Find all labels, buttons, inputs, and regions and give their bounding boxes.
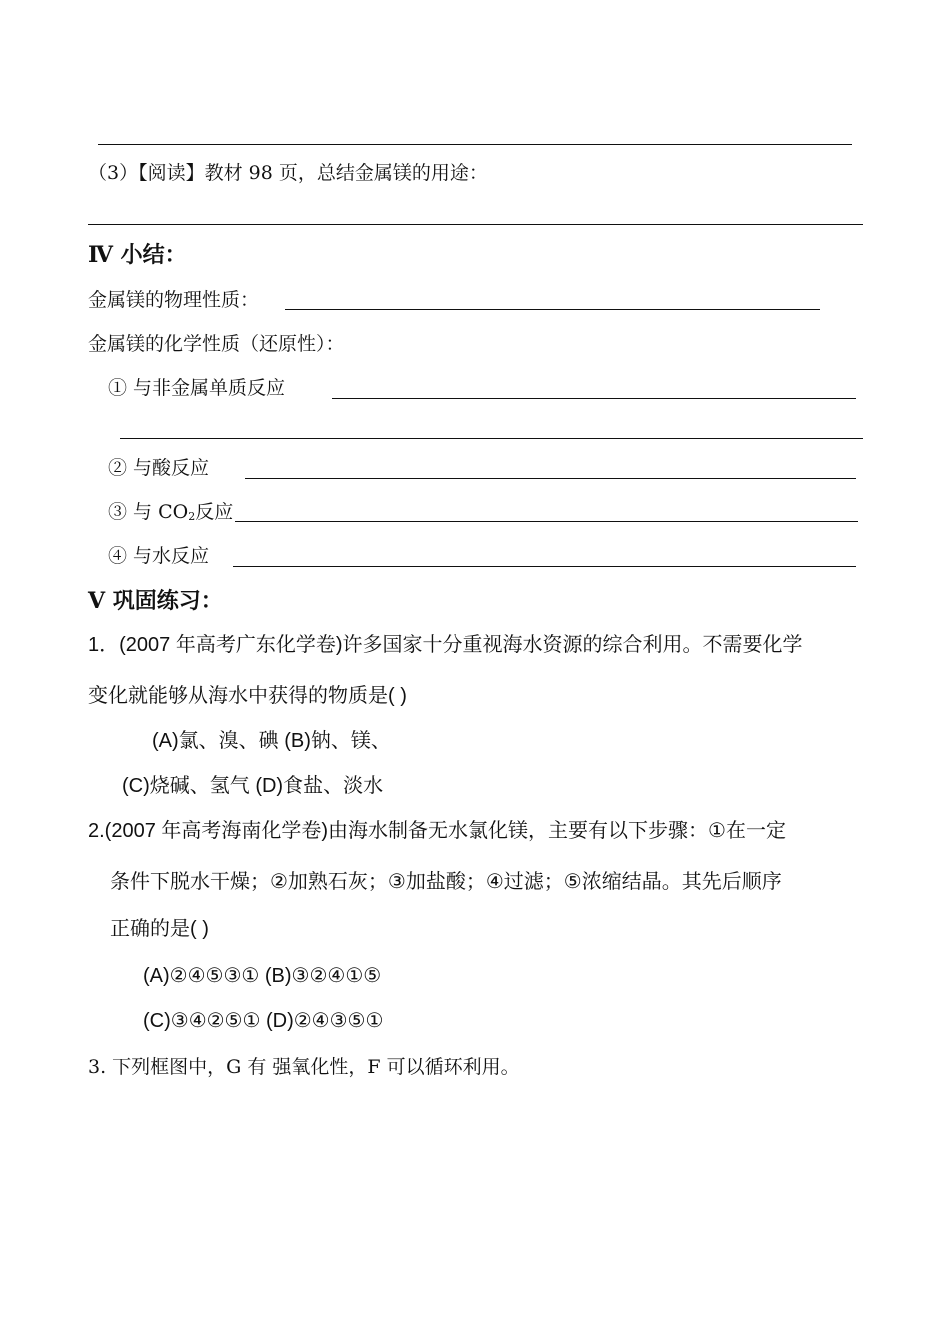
answer-line [332, 398, 856, 399]
question-2-line-3: 正确的是( ) [110, 918, 209, 940]
answer-line [120, 438, 863, 439]
answer-line [245, 478, 856, 479]
read-instruction: （3）【阅读】教材 98 页，总结金属镁的用途： [88, 162, 488, 184]
section-heading-practice: Ⅴ 巩固练习： [88, 588, 223, 614]
answer-line [88, 224, 863, 225]
reaction-nonmetal-label: ① 与非金属单质反应 [108, 377, 286, 399]
question-2-options-ab: (A)②④⑤③① (B)③②④①⑤ [143, 965, 382, 987]
question-1-options-cd: (C)烧碱、氢气 (D)食盐、淡水 [122, 775, 384, 797]
answer-line [285, 309, 820, 310]
reaction-acid-label: ② 与酸反应 [108, 457, 210, 479]
section-heading-summary: Ⅳ 小结： [88, 242, 187, 268]
chemical-properties-label: 金属镁的化学性质（还原性）： [88, 333, 345, 355]
reaction-water-label: ④ 与水反应 [108, 545, 210, 567]
question-3-line-1: 3. 下列框图中，G 有 强氧化性，F 可以循环利用。 [88, 1056, 520, 1078]
question-1-line-2: 变化就能够从海水中获得的物质是( ) [88, 685, 407, 707]
answer-line [233, 566, 856, 567]
physical-properties-label: 金属镁的物理性质： [88, 289, 260, 311]
answer-line [98, 144, 852, 145]
question-2-line-2: 条件下脱水干燥；②加熟石灰；③加盐酸；④过滤；⑤浓缩结晶。其先后顺序 [110, 871, 782, 893]
question-1-line-1: 1．(2007 年高考广东化学卷)许多国家十分重视海水资源的综合利用。不需要化学 [88, 634, 803, 656]
reaction-co2-label: ③ 与 $CO_2$反应 [108, 501, 234, 523]
question-1-options-ab: (A)氯、溴、碘 (B)钠、镁、 [152, 730, 391, 752]
question-2-line-1: 2.(2007 年高考海南化学卷)由海水制备无水氯化镁，主要有以下步骤：①在一定 [88, 820, 786, 842]
question-2-options-cd: (C)③④②⑤① (D)②④③⑤① [143, 1010, 384, 1032]
answer-line [235, 521, 858, 522]
